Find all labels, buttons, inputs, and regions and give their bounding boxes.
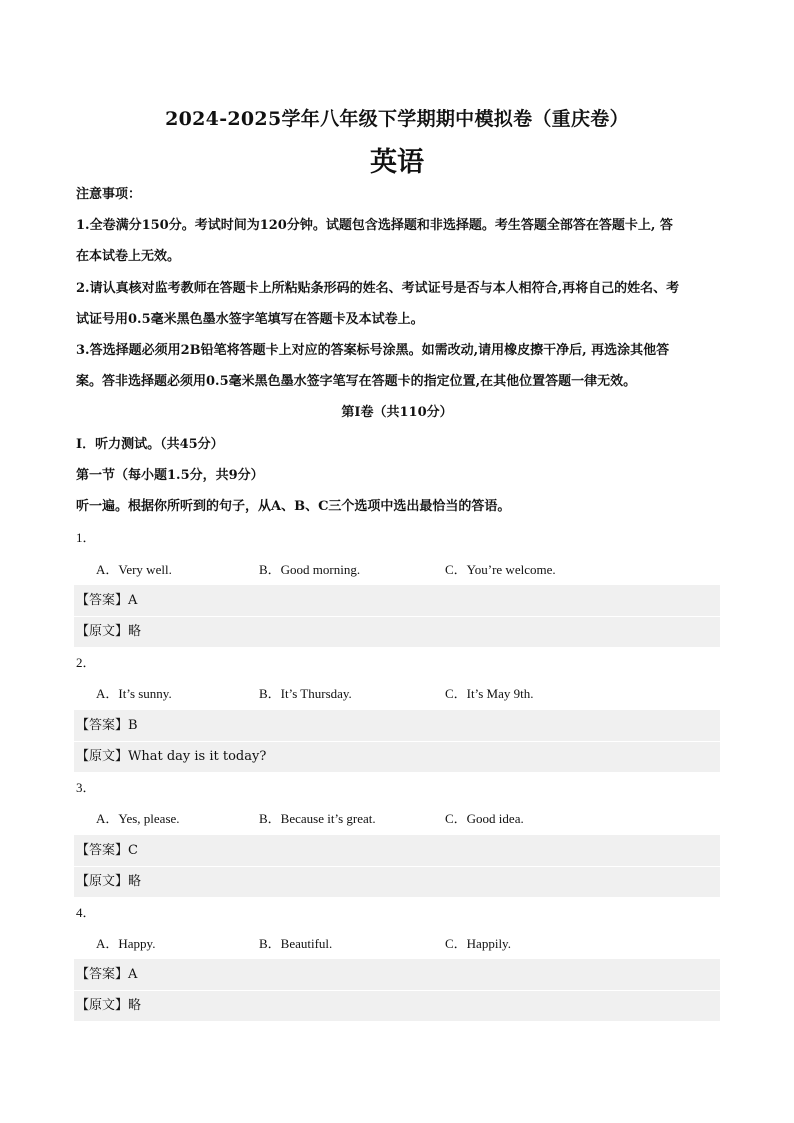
divider [74,741,720,742]
option-b: B．Good morning. [259,562,361,577]
answer-block [74,710,720,772]
answer-block [74,835,720,897]
original-text: 【原文】略 [76,998,142,1013]
subsection-title: 第一节（每小题1.5分，共9分） [76,468,264,483]
divider [74,990,720,991]
option-c: C．You’re welcome. [445,562,556,577]
question-number: 2． [76,655,96,670]
answer-block [74,959,720,1021]
volume-heading: 第Ⅰ卷（共110分） [341,405,453,420]
option-b: B．It’s Thursday. [259,686,352,701]
option-a: A．Very well. [96,562,172,577]
section-title: Ⅰ．听力测试。（共45分） [76,437,224,452]
notice-line: 案。答非选择题必须用0.5毫米黑色墨水签字笔写在答题卡的指定位置,在其他位置答题一律无效。 [76,374,637,389]
notice-line: 2.请认真核对监考教师在答题卡上所粘贴条形码的姓名、考试证号是否与本人相符合,再将自己的姓名、考 [76,281,680,296]
notice-line: 在本试卷上无效。 [76,249,181,264]
notice-heading: 注意事项： [76,187,142,202]
notice-line: 试证号用0.5毫米黑色墨水签字笔填写在答题卡及本试卷上。 [76,312,424,327]
option-a: A．Yes, please. [96,811,180,826]
answer-text: 【答案】A [76,967,138,982]
option-c: C．Happily. [445,936,511,951]
notice-line: 3.答选择题必须用2B铅笔将答题卡上对应的答案标号涂黑。如需改动,请用橡皮擦干净后, 再选涂其他答 [76,343,670,358]
answer-block [74,585,720,647]
question-number: 4． [76,905,96,920]
answer-text: 【答案】C [76,843,138,858]
option-c: C．It’s May 9th. [445,686,534,701]
option-a: A．Happy. [96,936,156,951]
question-number: 1． [76,530,96,545]
exam-title: 2024-2025学年八年级下学期期中模拟卷（重庆卷） [165,108,629,130]
divider [74,616,720,617]
question-number: 3． [76,780,96,795]
notice-line: 1.全卷满分150分。考试时间为120分钟。试题包含选择题和非选择题。考生答题全部答在答题卡上, 答 [76,218,673,233]
original-text: 【原文】略 [76,624,142,639]
answer-text: 【答案】B [76,718,138,733]
divider [74,866,720,867]
option-a: A．It’s sunny. [96,686,172,701]
original-text: 【原文】What day is it today? [76,749,267,764]
option-c: C．Good idea. [445,811,524,826]
instruction-text: 听一遍。根据你所听到的句子，从A、B、C三个选项中选出最恰当的答语。 [76,499,511,514]
option-b: B．Because it’s great. [259,811,376,826]
original-text: 【原文】略 [76,874,142,889]
option-b: B．Beautiful. [259,936,333,951]
answer-text: 【答案】A [76,593,138,608]
subject-title: 英语 [370,147,424,178]
